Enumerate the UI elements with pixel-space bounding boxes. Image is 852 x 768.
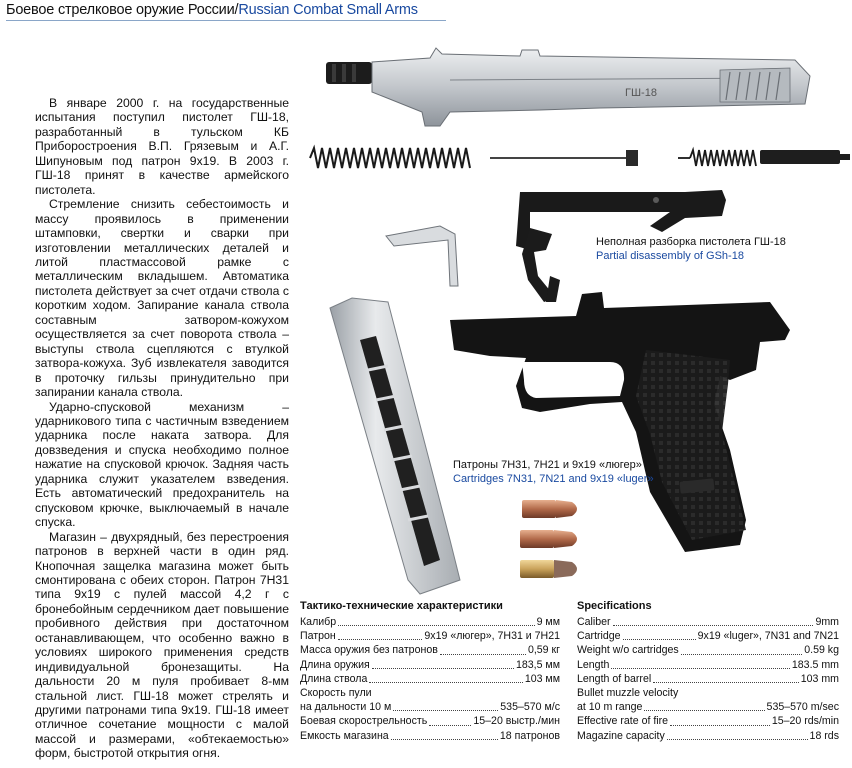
leader-dots: [670, 725, 770, 726]
cartridges-caption-en: Cartridges 7N31, 7N21 and 9x19 «luger»: [453, 472, 654, 485]
specs-table-en: [577, 600, 839, 743]
spec-row: [577, 629, 839, 643]
spec-label: на дальности 10 м: [300, 701, 392, 714]
spec-label: at 10 m range: [577, 701, 643, 714]
spec-label: Length of barrel: [577, 672, 652, 685]
spec-row: [577, 643, 839, 657]
spec-label: Калибр: [300, 616, 337, 628]
spec-row: [577, 714, 839, 728]
leader-dots: [393, 710, 498, 711]
article-paragraph: Магазин – двухрядный, без перестроения патронов в верхней части в один ряд. Кнопочная защелка магазина может быть смонтирована с обеих сторон. Патрон 7Н31 типа 9х19 с пулей массой 4,2 г с бронебойным сердечником дает повышение пробивного действия при достаточном останавливающем, что особенно важно в условиях широкого применения средств индивидуальной бронезащиты. На дальности 20 м пуля пробивает 8-мм стальной лист. ГШ-18 может стрелять и другими патронами типа 9х19. ГШ-18 имеет отличное сочетание мощности с малой массой и размерами, «обтекаемостью» форм, быстротой открытия огня.: [35, 529, 289, 761]
spec-row: [300, 672, 560, 686]
spec-label: Cartridge: [577, 630, 621, 643]
spec-value: 0,59 кг: [527, 644, 560, 657]
spec-row: [577, 658, 839, 672]
leader-dots: [440, 654, 526, 655]
spec-row: [300, 615, 560, 629]
spec-row: [300, 643, 560, 657]
spec-row: [300, 729, 560, 743]
trigger-part: [522, 228, 560, 302]
spec-row: [577, 729, 839, 743]
spec-value: 0.59 kg: [804, 644, 839, 657]
spec-value: 18 патронов: [499, 729, 560, 742]
disassembly-caption: [596, 236, 786, 263]
leader-dots: [429, 725, 471, 726]
spec-row: [300, 686, 560, 700]
spec-value: 103 mm: [800, 672, 839, 685]
spec-row: [300, 714, 560, 728]
article-paragraph: Стремление снизить себестоимость и массу проявилось в применении штамповки, свертки и сварки при изготовлении металлических деталей и литой пластмассовой рамке с металлическим вкладышем. Автоматика пистолета действует за счет отдачи ствола с коротким ходом. Запирание канала ствола составным затвором-кожухом осуществляется за счет поворота ствола – выступы ствола сцепляются с втулкой затвора-кожуха. Зуб извлекателя заводится в проточку гильзы принудительно при запирании канала ствола.: [35, 197, 289, 400]
spec-label: Magazine capacity: [577, 729, 665, 742]
spec-row: [577, 615, 839, 629]
header-rule: [6, 20, 446, 21]
leader-dots: [681, 654, 803, 655]
spec-value: 9mm: [815, 616, 839, 628]
specs-title-en: Specifications: [577, 600, 652, 612]
spec-value: 9х19 «люгер», 7Н31 и 7Н21: [424, 630, 560, 643]
spec-label: Емкость магазина: [300, 729, 389, 742]
pistol-disassembly-illustration: [290, 40, 852, 600]
spec-row: [300, 629, 560, 643]
spec-label: Скорость пули: [300, 687, 372, 700]
spec-value: 15–20 rds/min: [771, 715, 839, 728]
leader-dots: [338, 625, 534, 626]
spec-label: Длина оружия: [300, 658, 370, 671]
spec-label: Боевая скорострельность: [300, 715, 428, 728]
cartridge-7n31: [522, 500, 577, 518]
spec-row: [577, 672, 839, 686]
leader-dots: [644, 710, 764, 711]
spec-label: Caliber: [577, 616, 611, 628]
leader-dots: [338, 639, 423, 640]
striker-spring: [678, 150, 850, 166]
leader-dots: [372, 668, 514, 669]
pistol-frame: [450, 292, 790, 552]
spec-value: 183.5 mm: [791, 658, 839, 671]
specs-table-ru: [300, 600, 560, 743]
pistol-magazine: [330, 298, 460, 594]
spec-value: 15–20 выстр./мин: [473, 715, 560, 728]
specs-title-ru: Тактико-технические характеристики: [300, 600, 503, 612]
spec-value: 535–570 m/sec: [766, 701, 839, 714]
spec-row: [300, 658, 560, 672]
spec-value: 9 мм: [536, 616, 560, 628]
cartridges-caption-ru: Патроны 7Н31, 7Н21 и 9х19 «люгер»: [453, 459, 642, 471]
leader-dots: [667, 739, 808, 740]
leader-dots: [611, 668, 789, 669]
spec-label: Патрон: [300, 630, 336, 643]
spec-label: Масса оружия без патронов: [300, 644, 438, 657]
spec-value: 103 мм: [524, 672, 560, 685]
slide-part: [326, 48, 810, 126]
spec-row: [577, 700, 839, 714]
spec-label: Weight w/o cartridges: [577, 644, 679, 657]
spec-value: 9x19 «luger», 7N31 and 7N21: [697, 630, 839, 643]
spec-label: Effective rate of fire: [577, 715, 669, 728]
article-paragraph: Ударно-спусковой механизм – ударникового типа с частичным взведением ударника после наката затвора. Для довзведения и спуска необходимо полное нажатие на спусковой крючок. Задняя часть ударника служит указателем взведения. Есть автоматический предохранитель на спусковом крючке, выключаемый в начале спуска.: [35, 399, 289, 530]
cartridge-7n21: [520, 530, 577, 548]
page-header: [6, 2, 418, 18]
spec-value: 535–570 м/с: [500, 701, 560, 714]
article-paragraph: В январе 2000 г. на государственные испытания поступил пистолет ГШ-18, разработанный в тульском КБ Приборостроения В.П. Грязевым и А.Г. Шипуновым под патрон 9х19. В 2003 г. ГШ-18 принят в качестве армейского пистолета.: [35, 96, 289, 197]
leader-dots: [391, 739, 498, 740]
spec-row: [300, 700, 560, 714]
leader-dots: [653, 682, 799, 683]
spec-label: Length: [577, 658, 610, 671]
spec-label: Bullet muzzle velocity: [577, 687, 679, 700]
recoil-spring: [310, 148, 638, 168]
spec-value: 18 rds: [809, 729, 839, 742]
leader-dots: [613, 625, 814, 626]
cartridges-caption: [453, 459, 654, 486]
spec-row: [577, 686, 839, 700]
slide-stop-lever: [386, 226, 458, 286]
slide-marking: ГШ-18: [625, 87, 657, 99]
leader-dots: [623, 639, 696, 640]
cartridge-luger: [520, 560, 577, 578]
spec-label: Длина ствола: [300, 672, 368, 685]
header-title-en: Russian Combat Small Arms: [238, 2, 418, 18]
header-title-ru: Боевое стрелковое оружие России/: [6, 2, 239, 18]
disassembly-caption-ru: Неполная разборка пистолета ГШ-18: [596, 236, 786, 248]
disassembly-caption-en: Partial disassembly of GSh-18: [596, 249, 744, 262]
article-text: [35, 96, 289, 761]
spec-value: 183,5 мм: [515, 658, 560, 671]
leader-dots: [369, 682, 522, 683]
